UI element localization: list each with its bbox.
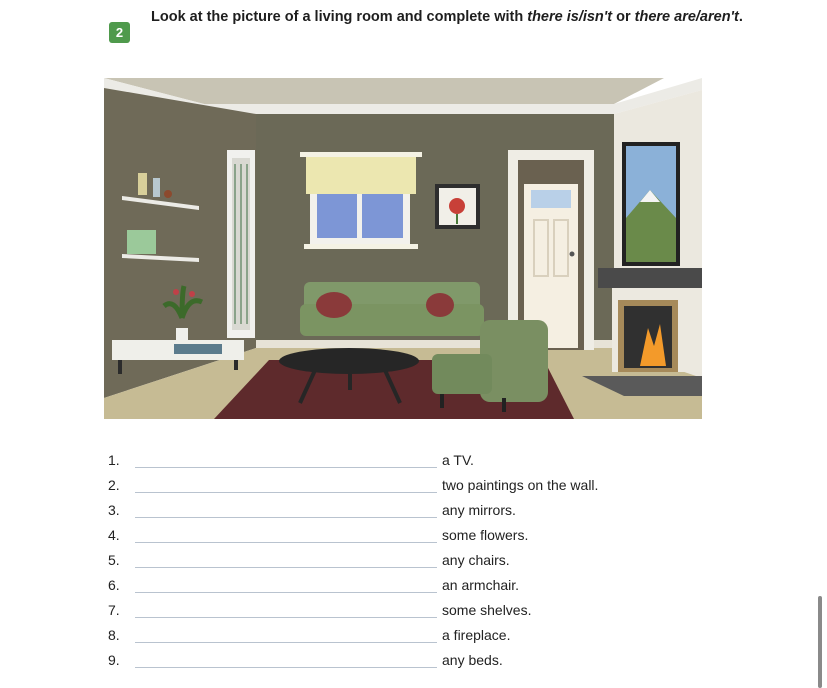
instruction-emphasis-2: there are/aren't <box>634 9 739 25</box>
answer-blank[interactable] <box>135 542 437 543</box>
item-text: an armchair. <box>442 577 520 593</box>
answer-blank[interactable] <box>135 592 437 593</box>
exercise-item <box>108 627 668 649</box>
item-number: 4. <box>108 527 120 543</box>
scrollbar[interactable] <box>818 596 822 688</box>
instruction-text-3: . <box>738 9 743 25</box>
exercise-instruction <box>151 7 751 28</box>
instruction-emphasis-1: there is/isn't <box>527 9 613 25</box>
item-number: 2. <box>108 477 120 493</box>
item-number: 8. <box>108 627 120 643</box>
mountain-painting <box>622 142 680 266</box>
living-room-illustration <box>104 78 702 419</box>
bookshelf <box>227 150 255 338</box>
exercise-item <box>108 502 668 524</box>
item-text: a TV. <box>442 452 474 468</box>
item-number: 5. <box>108 552 120 568</box>
exercise-number-badge: 2 <box>109 22 130 43</box>
answer-blank[interactable] <box>135 617 437 618</box>
answer-blank[interactable] <box>135 642 437 643</box>
answer-blank[interactable] <box>135 667 437 668</box>
window <box>300 152 422 249</box>
answer-blank[interactable] <box>135 517 437 518</box>
answer-blank[interactable] <box>135 467 437 468</box>
exercise-item <box>108 652 668 674</box>
exercise-item <box>108 602 668 624</box>
exercise-item <box>108 577 668 599</box>
exercise-item <box>108 477 668 499</box>
item-number: 7. <box>108 602 120 618</box>
answer-blank[interactable] <box>135 492 437 493</box>
sofa <box>300 282 484 336</box>
instruction-text-1: Look at the picture of a living room and complete with <box>151 9 528 25</box>
answer-blank[interactable] <box>135 567 437 568</box>
flower-painting <box>435 184 480 229</box>
exercise-item <box>108 527 668 549</box>
exercise-item <box>108 552 668 574</box>
instruction-text-2: or <box>612 9 635 25</box>
item-number: 6. <box>108 577 120 593</box>
item-number: 1. <box>108 452 120 468</box>
item-text: two paintings on the wall. <box>442 477 599 493</box>
item-number: 3. <box>108 502 120 518</box>
item-text: some flowers. <box>442 527 529 543</box>
item-text: any chairs. <box>442 552 510 568</box>
item-number: 9. <box>108 652 120 668</box>
item-text: some shelves. <box>442 602 532 618</box>
item-text: a fireplace. <box>442 627 511 643</box>
item-text: any mirrors. <box>442 502 516 518</box>
exercise-item <box>108 452 668 474</box>
item-text: any beds. <box>442 652 503 668</box>
